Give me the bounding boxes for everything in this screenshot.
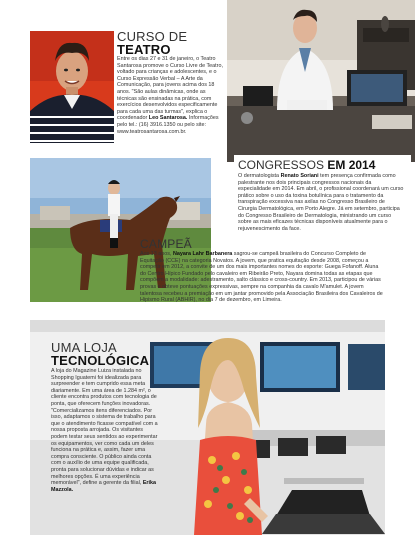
- congressos-box: [234, 155, 411, 263]
- teatro-title-light: CURSO DE: [117, 29, 188, 44]
- congressos-body-text: tem presença confirmada como palestrante nos dois principais congressos nacionais da especialidade em 2014. Em abril, o profissional coordenará um curso prático sobre o uso da toxina botulínica para o tratamento da transpiração excessiva nas axilas no Congresso Brasileiro de Cirurgia Dermatológica, em Porto Alegre. Já em setembro, participa do Congresso Brasileiro de Dermatologia, ministrando um curso sobre as mais eficazes técnicas disponíveis atualmente para o rejuvenescimento da face.: [238, 173, 404, 232]
- campea-person: Nayara Lahr Barbanera: [172, 251, 233, 257]
- congressos-person: Renato Soriani: [280, 173, 319, 179]
- campea-title: CAMPEÃ: [140, 237, 192, 251]
- teatro-title: [117, 30, 187, 56]
- congressos-title-bold: EM 2014: [327, 158, 376, 172]
- teatro-body-text: Entre os dias 27 e 31 de janeiro, o Teatro Santarosa promove o Curso Livre de Teatro, voltado para crianças e adolescentes, e o Curso Expressão Verbal – A Arte da Comunicação, para jovens acima dos 18 anos. "São aulas dinâmicas, onde as técnicas são ensinadas na prática, com exercícios desenvolvidos especificamente para cada uma das turmas", explica o coordenador: [117, 56, 223, 122]
- campea-lead: Aos 13 anos,: [140, 251, 172, 257]
- loja-title-light: UMA LOJA: [51, 340, 117, 355]
- loja-title: [51, 341, 149, 367]
- loja-body: [51, 368, 159, 493]
- loja-body-text: A loja do Magazine Luiza instalada no Shopping Iguatemi foi idealizada para surpreender e tem cumprido essa meta diariamente. Em uma área de 1.284 m², o cliente encontra produtos com tecnologia de ponta, que oferecem funções inovadoras. "Comercializamos itens diferenciados. Por isso, adaptamos o sistema de trabalho para que o atendimento ficasse compatível com a nossa proposta arrojada. Os visitantes podem testar seus sentidos ao experimentar os equipamentos, ver como cada um deles funciona na prática e, assim, fazer uma compra consciente. O público ainda conta com o auxílio de uma equipe qualificada, pronta para solucionar dúvidas e indicar as melhores opções. É uma experiência memorável", define a gerente da filial,: [51, 368, 158, 487]
- congressos-body: [238, 173, 404, 232]
- teatro-title-bold: TEATRO: [117, 42, 171, 57]
- teatro-body: [117, 56, 223, 135]
- photo-renato-soriani: [227, 0, 415, 162]
- congressos-title: [238, 159, 411, 171]
- teatro-info: Informações pelo tel.: (16) 3916.1350 ou pelo site: www.teatrosantarosa.com.br.: [117, 115, 219, 135]
- congressos-title-light: CONGRESSOS: [238, 158, 325, 172]
- teatro-author: Leo Santarosa.: [148, 115, 188, 122]
- photo-leo-santarosa: [30, 31, 114, 143]
- congressos-lead: O dermatologista: [238, 173, 280, 179]
- campea-body: [140, 251, 385, 304]
- loja-title-bold: TECNOLÓGICA: [51, 353, 150, 368]
- campea-body-text: sagrou-se campeã brasileira do Concurso Completo de Equitação (CCE) na categoria Novatos. A jovem, que pratica equitação desde 2008, começou a competir em 2012, a convite de um dos mais importantes nomes do esporte: Guega Fofanoff. Aluna do Centro Hípico Fundado pelo cavaleiro em Ribeirão Preto, Nayara domina todas as etapas que compõem a modalidade: adestramento, salto clássico e cross-country. Em 2013, participou de várias provas e obteve pontuações expressivas, sempre na companhia da cavalo M'amulet. A jovem talentosa recebeu a premiação em um jantar promovido pela Associação Brasileira dos Cavaleiros de Hipismo Rural (ABHIR), no dia 7 de dezembro, em Limeira.: [140, 251, 383, 304]
- loja-author: Erika Mazzola.: [51, 480, 156, 493]
